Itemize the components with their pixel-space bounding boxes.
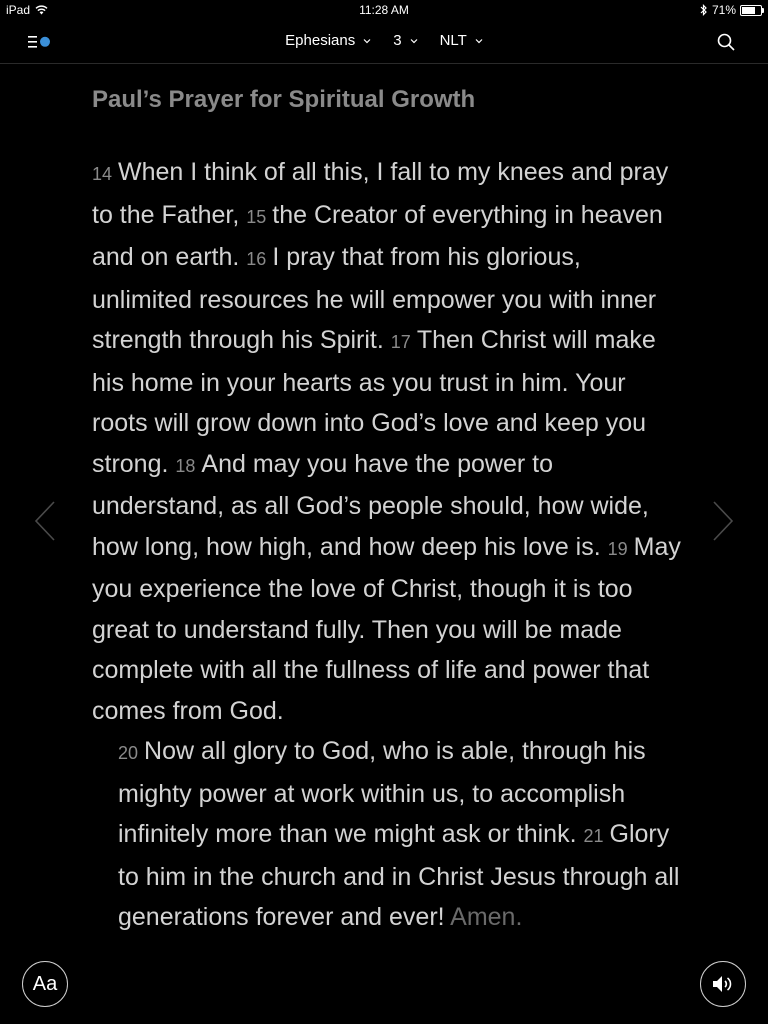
book-label: Ephesians	[285, 32, 356, 49]
verse-number[interactable]: 18	[175, 455, 196, 476]
paragraph	[92, 731, 682, 938]
device-name: iPad	[6, 3, 31, 17]
status-time: 11:28 AM	[359, 3, 409, 17]
speaker-icon	[710, 973, 736, 995]
chevron-down-icon	[363, 37, 371, 45]
status-bar	[0, 0, 768, 20]
version-label: NLT	[439, 32, 467, 49]
chevron-right-icon[interactable]	[710, 500, 736, 542]
section-heading: Paul’s Prayer for Spiritual Growth	[92, 86, 476, 113]
passage-text	[92, 152, 682, 938]
verse-number[interactable]: 17	[390, 332, 411, 352]
battery-fill	[742, 7, 755, 14]
reader-content	[92, 84, 682, 938]
verse-text: Now all glory to God, who is able, through his mighty power at work within us, to accomplish infinitely more than we might ask or think.	[118, 737, 646, 848]
verse-text: When I think of all this, I fall to my knees and pray to the Father,	[92, 158, 669, 229]
battery-icon	[740, 5, 762, 16]
verse-number[interactable]: 19	[607, 538, 628, 559]
chevron-down-icon	[475, 37, 483, 45]
verse-number[interactable]: 14	[92, 164, 113, 184]
chevron-down-icon	[410, 37, 418, 45]
verse-text-trailing: Amen.	[450, 903, 523, 931]
battery-percent: 71%	[711, 3, 736, 17]
audio-button[interactable]	[700, 961, 746, 1007]
verse-text: May you experience the love of Christ, though it is too great to understand fully. Then you will be made complete with all the fullness of life and power that comes from God.	[92, 532, 681, 725]
verse-text: I pray that from his glorious, unlimited resources he will empower you with inner strength through his Spirit.	[92, 243, 657, 354]
bluetooth-icon	[700, 4, 708, 16]
chapter-selector[interactable]	[393, 32, 417, 49]
verse-text: the Creator of everything in heaven and on earth.	[92, 200, 663, 271]
version-selector[interactable]	[440, 32, 483, 49]
verse-text: And may you have the power to understand, as all God’s people should, how wide, how long, how high, and how deep his love is.	[92, 449, 649, 561]
font-settings-label: Aa	[32, 972, 58, 995]
verse-number[interactable]: 16	[246, 249, 267, 269]
search-icon[interactable]	[716, 32, 736, 52]
verse-number[interactable]: 21	[583, 826, 604, 846]
font-settings-button[interactable]	[22, 961, 68, 1007]
verse-number[interactable]: 15	[246, 206, 267, 227]
book-selector[interactable]	[285, 32, 371, 49]
chevron-left-icon[interactable]	[32, 500, 58, 542]
verse-text: Then Christ will make his home in your hearts as you trust in him. Your roots will grow down into God’s love and keep you strong.	[92, 326, 656, 478]
verse-text: Glory to him in the church and in Christ Jesus through all generations forever and ever!	[118, 820, 680, 931]
chapter-label: 3	[393, 32, 402, 49]
passage-selectors	[0, 32, 768, 49]
nav-bar	[0, 20, 768, 64]
status-right	[700, 3, 762, 17]
verse-number[interactable]: 20	[118, 743, 139, 763]
paragraph	[92, 152, 682, 731]
